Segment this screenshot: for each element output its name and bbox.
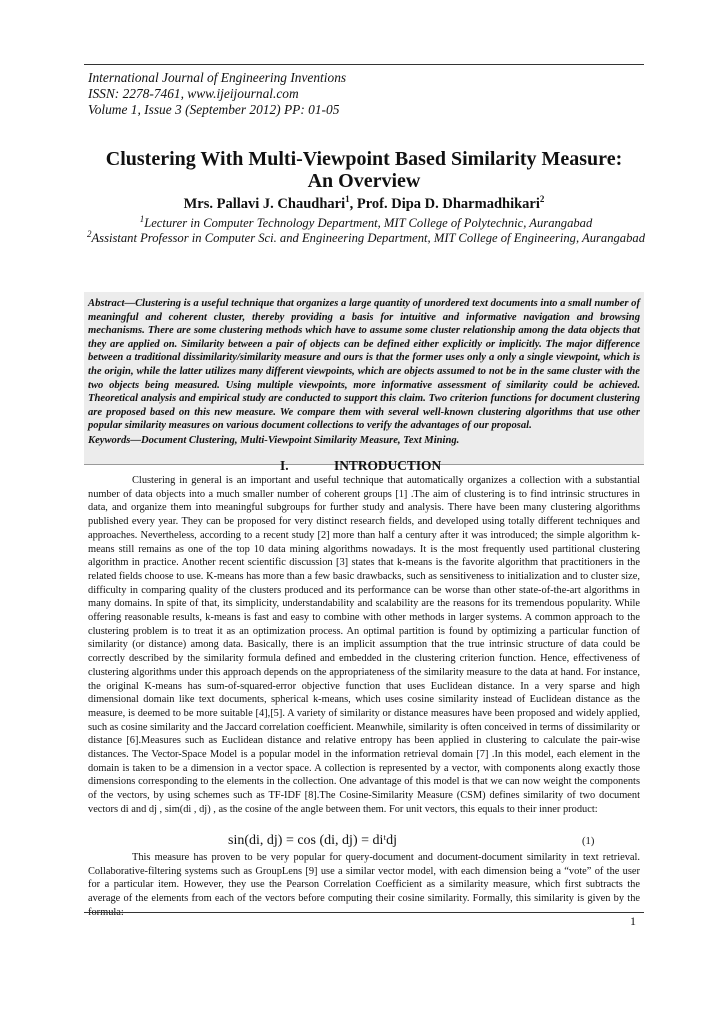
equation-number: (1) [582,836,595,847]
header-rule [84,64,644,65]
author-2: Prof. Dipa D. Dharmadhikari [356,195,540,212]
journal-name: International Journal of Engineering Inventions [88,70,347,85]
affiliation-1-text: Lecturer in Computer Technology Department, MIT College of Polytechnic, Aurangabad [144,216,593,231]
paper-title [84,148,644,192]
keywords: Keywords—Document Clustering, Multi-Viewpoint Similarity Measure, Text Mining. [88,435,460,446]
affiliation-2-text: Assistant Professor in Computer Sci. and Engineering Department, MIT College of Engineering, Aurangabad [91,231,645,246]
author-separator: , [349,195,357,212]
affiliation-2 [76,229,656,246]
page-number: 1 [630,914,636,928]
journal-volume: Volume 1, Issue 3 (September 2012) PP: 01-05 [88,102,340,117]
paragraph-text: This measure has proven to be very popular for query-document and document-document similarity in text retrieval. Collaborative-filtering systems such as GroupLens [9] use a similar vector model, with each dimension being a “vote” of the user for a particular item. However, they use the Pearson Correlation Coefficient as a similarity measure, which first subtracts the average of the elements from each of the vectors before computing their cosine similarity. Formally, this similarity is given by the formula: [88,852,640,918]
intro-paragraph-3 [88,851,640,920]
author-2-sup: 2 [539,194,545,204]
author-1: Mrs. Pallavi J. Chaudhari [183,195,346,212]
author-list [84,194,644,213]
author-1-sup: 1 [345,194,350,204]
title-line-2: An Overview [307,170,421,192]
paragraph-text: Clustering in general is an important and useful technique that automatically organizes a collection with a substantial number of data objects into a much smaller number of coherent groups [1] .The aim of clustering is to find intrinsic structures in data, and organize them into meaningful subgroups for further study and analysis. There have been many clustering algorithms published every year. They can be proposed for very distinct research fields, and developed using totally different techniques and approaches. Nevertheless, according to a recent study [2] more than half a century after it was introduced; the simple algorithm k-means still remains as one of the top 10 data mining algorithms nowadays. It is the most frequently used partitional clustering algorithm in practice. Another recent scientific discussion [3] states that k-means is the favorite algorithm that practitioners in the related fields choose to use. K-means has more than a few basic drawbacks, such as sensitiveness to initialization and to cluster size, difficulty in comparing quality of the clusters produced and its performance can be worse than other state-of-the-art algorithms in many domains. In spite of that, its simplicity, understandability and scalability are the reasons for its tremendous popularity. While offering reasonable results, k-means is fast and easy to combine with other methods in larger systems. A common approach to the clustering problem is to treat it as an optimization process. An optimal partition is found by optimizing a particular function of similarity (or distance) among data. Basically, there is an implicit assumption that the true intrinsic structure of data could be correctly described by the similarity formula defined and embedded in the clustering criterion function. Hence, effectiveness of clustering algorithms under this approach depends on the appropriateness of the similarity measure to the data at hand. For instance, the original K-means has sum-of-squared-error objective function that uses Euclidean distance. In a very sparse and high dimensional domain like text documents, spherical k-means, which uses cosine similarity instead of Euclidean distance as the measure, is deemed to be more suitable [4],[5]. A variety of similarity or distance measures have been proposed and widely applied, such as cosine similarity and the Jaccard correlation coefficient. Meanwhile, similarity is often conceived in terms of dissimilarity or distance [6].Measures such as Euclidean distance and relative entropy has been applied in clustering to calculate the pair-wise distances. [88,475,640,761]
title-line-1: Clustering With Multi-Viewpoint Based Similarity Measure: [105,148,623,170]
footer-rule [84,912,644,913]
section-title: INTRODUCTION [334,458,442,473]
affiliation-1-sup: 1 [139,214,145,224]
intro-paragraph-2 [88,748,640,817]
abstract: Abstract—Clustering is a useful technique that organizes a large quantity of unordered text documents into a small number of meaningful and coherent cluster, thereby providing a basis for intuitive and informative navigation and browsing mechanisms. There are some clustering methods which have to assume some cluster relationship among the data objects that they are applied on. Similarity between a pair of objects can be defined either explicitly or implicitly. The major difference between a traditional dissimilarity/similarity measure and ours is that the former uses only a only a single viewpoint, which is the origin, while the latter utilizes many different viewpoints, which are objects assumed to not be in the same cluster with the two objects being measured. Using multiple viewpoints, more informative assessment of similarity could be achieved. Theoretical analysis and empirical study are conducted to support this claim. Two criterion functions for document clustering are proposed based on this new measure. We compare them with several well-known clustering algorithms that use other popular similarity measures on various document collections to verify the advantages of our proposal. [88,298,640,432]
equation-1: sin(di, dj) = cos (di, dj) = diᵗdj [228,833,397,848]
paragraph-text: The Vector-Space Model is a popular model in the information retrieval domain [7] .In this model, each element in the domain is taken to be a dimension in a vector space. A collection is represented by a vector, with components along exactly those dimensions corresponding to the elements in the collection. One advantage of this model is that we can now weight the components of the vectors, by using schemes such as TF-IDF [8].The Cosine-Similarity Measure (CSM) defines similarity of two document vectors di and dj , sim(di , dj) , as the cosine of the angle between them. For unit vectors, this equals to their inner product: [88,749,640,815]
journal-header [88,70,628,118]
intro-paragraph-1 [88,474,640,762]
section-number: I. [280,458,289,473]
journal-issn: ISSN: 2278-7461, www.ijeijournal.com [88,86,299,101]
affiliation-2-sup: 2 [86,229,92,239]
